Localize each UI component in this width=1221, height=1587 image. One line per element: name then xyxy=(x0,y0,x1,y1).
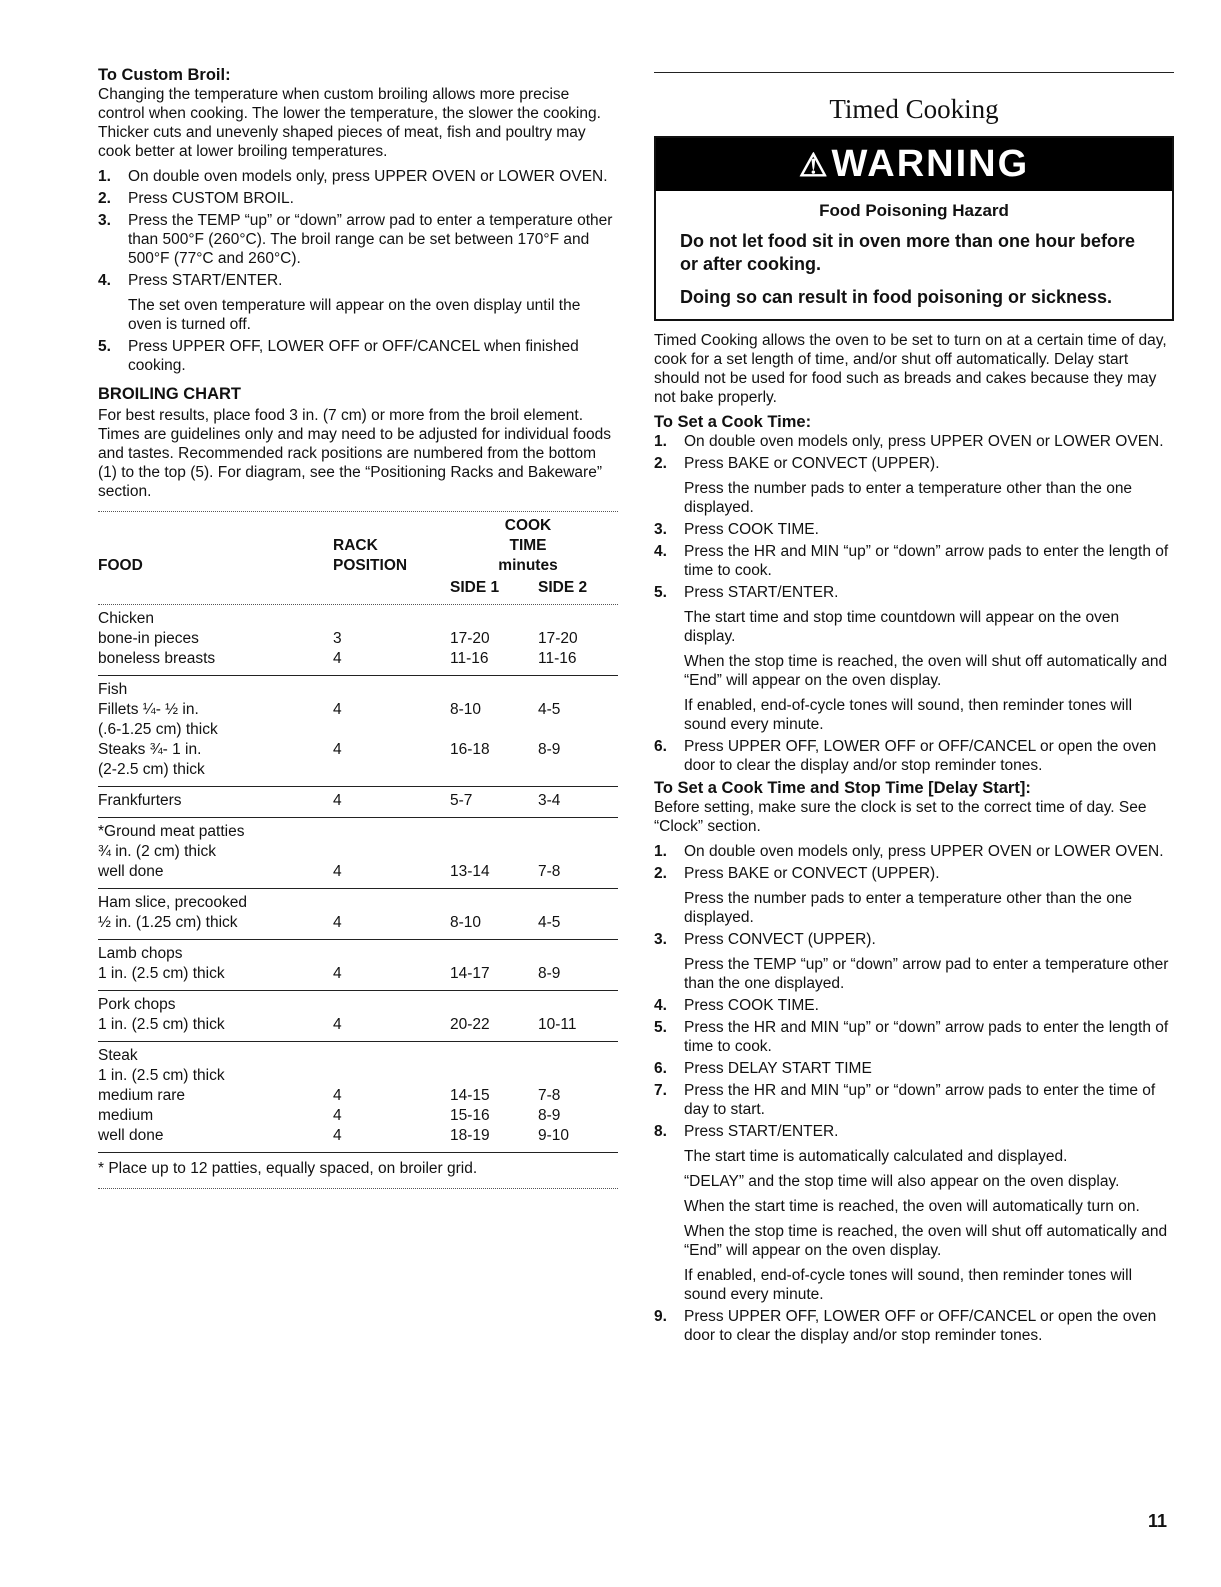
warning-paragraph: Do not let food sit in oven more than one hour before or after cooking. xyxy=(680,231,1136,274)
rack-cell: 4 xyxy=(333,1016,342,1033)
food-cell: well done xyxy=(98,863,164,880)
food-cell: Pork chops xyxy=(98,996,176,1013)
food-cell: *Ground meat patties xyxy=(98,823,245,840)
step-number: 8. xyxy=(654,1123,667,1140)
step-number: 4. xyxy=(654,543,667,560)
list-item xyxy=(654,1122,1174,1304)
step-number: 3. xyxy=(654,521,667,538)
chart-footnote: * Place up to 12 patties, equally spaced, on broiler grid. xyxy=(98,1160,478,1177)
food-cell: Fish xyxy=(98,681,128,698)
warning-subtitle: Food Poisoning Hazard xyxy=(819,201,1009,220)
list-item xyxy=(654,1018,1174,1056)
side2-cell: 3-4 xyxy=(538,792,561,809)
step-note: When the start time is reached, the oven will automatically turn on. xyxy=(684,1198,1140,1215)
col-cook-header-3: minutes xyxy=(498,557,558,574)
rack-cell: 4 xyxy=(333,741,342,758)
step-text: On double oven models only, press UPPER OVEN or LOWER OVEN. xyxy=(128,168,608,185)
side1-cell: 14-15 xyxy=(450,1087,490,1104)
warning-label: WARNING xyxy=(831,143,1030,185)
side2-cell: 4-5 xyxy=(538,701,561,718)
food-cell: 1 in. (2.5 cm) thick xyxy=(98,965,225,982)
table-row xyxy=(98,787,618,818)
step-text: Press START/ENTER. xyxy=(684,1123,839,1140)
table-line xyxy=(98,862,618,882)
step-note: The set oven temperature will appear on the oven display until the oven is turned off. xyxy=(128,297,581,333)
food-cell: boneless breasts xyxy=(98,650,216,667)
side2-cell: 9-10 xyxy=(538,1127,570,1144)
side1-cell: 13-14 xyxy=(450,863,490,880)
side2-cell: 4-5 xyxy=(538,914,561,931)
table-row xyxy=(98,940,618,991)
cook-time-steps xyxy=(654,432,1174,775)
list-item xyxy=(98,211,618,268)
list-item xyxy=(98,337,618,375)
step-text: On double oven models only, press UPPER OVEN or LOWER OVEN. xyxy=(684,843,1164,860)
table-row xyxy=(98,818,618,889)
table-line xyxy=(98,1046,618,1066)
side2-cell: 10-11 xyxy=(538,1016,577,1033)
side2-cell: 17-20 xyxy=(538,630,578,647)
step-text: Press BAKE or CONVECT (UPPER). xyxy=(684,455,940,472)
rack-cell: 4 xyxy=(333,701,342,718)
col-cook-header-1: COOK xyxy=(504,517,552,534)
warning-paragraph: Doing so can result in food poisoning or sickness. xyxy=(680,287,1113,307)
table-row xyxy=(98,889,618,940)
divider xyxy=(98,1188,618,1189)
side2-cell: 8-9 xyxy=(538,965,561,982)
warning-box xyxy=(654,136,1174,321)
step-text: On double oven models only, press UPPER OVEN or LOWER OVEN. xyxy=(684,433,1164,450)
step-note: If enabled, end-of-cycle tones will sound, then reminder tones will sound every minute. xyxy=(684,1267,1133,1303)
food-cell: Lamb chops xyxy=(98,945,183,962)
delay-start-intro: Before setting, make sure the clock is set to the correct time of day. See “Clock” section. xyxy=(654,799,1147,835)
food-cell: medium xyxy=(98,1107,154,1124)
list-item xyxy=(654,930,1174,993)
table-line xyxy=(98,964,618,984)
delay-start-heading: To Set a Cook Time and Stop Time [Delay Start]: xyxy=(654,779,1031,797)
broiling-chart-heading: BROILING CHART xyxy=(98,385,241,403)
step-text: Press the HR and MIN “up” or “down” arrow pads to enter the time of day to start. xyxy=(684,1082,1156,1118)
custom-broil-heading: To Custom Broil: xyxy=(98,66,231,84)
food-cell: (.6-1.25 cm) thick xyxy=(98,721,218,738)
side1-cell: 20-22 xyxy=(450,1016,490,1033)
step-note: The start time is automatically calculated and displayed. xyxy=(684,1148,1068,1165)
table-row xyxy=(98,605,618,676)
step-number: 5. xyxy=(654,584,667,601)
list-item xyxy=(654,520,1174,539)
step-number: 6. xyxy=(654,738,667,755)
table-line xyxy=(98,842,618,862)
food-cell: well done xyxy=(98,1127,164,1144)
timed-cooking-title: Timed Cooking xyxy=(829,94,999,124)
side2-cell: 7-8 xyxy=(538,863,561,880)
step-note: The start time and stop time countdown will appear on the oven display. xyxy=(684,609,1120,645)
list-item xyxy=(654,864,1174,927)
step-note: Press the number pads to enter a temperature other than the one displayed. xyxy=(684,480,1133,516)
side2-cell: 11-16 xyxy=(538,650,577,667)
step-text: Press CUSTOM BROIL. xyxy=(128,190,294,207)
step-number: 6. xyxy=(654,1060,667,1077)
side1-cell: 8-10 xyxy=(450,914,482,931)
step-note: Press the number pads to enter a temperature other than the one displayed. xyxy=(684,890,1133,926)
step-text: Press the HR and MIN “up” or “down” arrow pads to enter the length of time to cook. xyxy=(684,543,1169,579)
broiling-chart xyxy=(98,511,618,1189)
list-item xyxy=(98,167,618,186)
step-text: Press the HR and MIN “up” or “down” arrow pads to enter the length of time to cook. xyxy=(684,1019,1169,1055)
table-line xyxy=(98,944,618,964)
step-text: Press CONVECT (UPPER). xyxy=(684,931,876,948)
side2-cell: 8-9 xyxy=(538,1107,561,1124)
step-number: 9. xyxy=(654,1308,667,1325)
col-side2-header: SIDE 2 xyxy=(538,579,588,596)
food-cell: ½ in. (1.25 cm) thick xyxy=(98,914,238,931)
step-text: Press COOK TIME. xyxy=(684,997,819,1014)
table-line xyxy=(98,720,618,740)
warning-banner xyxy=(656,138,1172,191)
step-note: “DELAY” and the stop time will also appear on the oven display. xyxy=(684,1173,1120,1190)
step-number: 7. xyxy=(654,1082,667,1099)
step-number: 1. xyxy=(654,433,667,450)
list-item xyxy=(654,1307,1174,1345)
side1-cell: 18-19 xyxy=(450,1127,490,1144)
step-text: Press the TEMP “up” or “down” arrow pad to enter a temperature other than 500°F (260°C). The broil range can be set between 170°F and 500°F (77°C and 260°C). xyxy=(128,212,613,267)
rack-cell: 4 xyxy=(333,914,342,931)
rack-cell: 4 xyxy=(333,792,342,809)
col-rack-header-2: POSITION xyxy=(333,557,408,574)
table-line xyxy=(98,1086,618,1106)
step-note: When the stop time is reached, the oven will shut off automatically and “End” will appear on the oven display. xyxy=(684,1223,1168,1259)
list-item xyxy=(98,189,618,208)
page-number: 11 xyxy=(1147,1511,1167,1531)
col-rack-header-1: RACK xyxy=(333,537,378,554)
step-text: Press BAKE or CONVECT (UPPER). xyxy=(684,865,940,882)
food-cell: bone-in pieces xyxy=(98,630,199,647)
table-line xyxy=(98,629,618,649)
list-item xyxy=(654,454,1174,517)
step-note: If enabled, end-of-cycle tones will sound, then reminder tones will sound every minute. xyxy=(684,697,1133,733)
list-item xyxy=(654,1081,1174,1119)
table-line xyxy=(98,791,618,811)
table-line xyxy=(98,1106,618,1126)
table-row xyxy=(98,991,618,1042)
chart-body xyxy=(98,605,618,1153)
list-item xyxy=(654,542,1174,580)
food-cell: Ham slice, precooked xyxy=(98,894,248,911)
table-line xyxy=(98,913,618,933)
table-row xyxy=(98,676,618,787)
table-line xyxy=(98,1066,618,1086)
table-line xyxy=(98,700,618,720)
col-food-header: FOOD xyxy=(98,557,143,574)
rack-cell: 3 xyxy=(333,630,342,647)
table-row xyxy=(98,1042,618,1153)
table-line xyxy=(98,1015,618,1035)
step-number: 3. xyxy=(654,931,667,948)
step-number: 3. xyxy=(98,212,111,229)
right-column xyxy=(654,72,1174,1348)
side1-cell: 11-16 xyxy=(450,650,489,667)
timed-cooking-intro: Timed Cooking allows the oven to be set to turn on at a certain time of day, cook for a set length of time, and/or shut off automatically. Delay start should not be used for food such as breads and cakes because they may not bake properly. xyxy=(654,332,1167,406)
step-number: 5. xyxy=(654,1019,667,1036)
food-cell: 1 in. (2.5 cm) thick xyxy=(98,1067,225,1084)
step-number: 1. xyxy=(98,168,111,185)
custom-broil-steps xyxy=(98,167,618,375)
step-note: Press the TEMP “up” or “down” arrow pad to enter a temperature other than the one displayed. xyxy=(684,956,1169,992)
delay-start-steps xyxy=(654,842,1174,1345)
table-line xyxy=(98,760,618,780)
food-cell: Steaks ¾- 1 in. xyxy=(98,741,202,758)
step-number: 5. xyxy=(98,338,111,355)
side2-cell: 8-9 xyxy=(538,741,561,758)
col-cook-header-2: TIME xyxy=(509,537,547,554)
rack-cell: 4 xyxy=(333,863,342,880)
step-text: Press UPPER OFF, LOWER OFF or OFF/CANCEL or open the oven door to clear the display and/or stop reminder tones. xyxy=(684,738,1157,774)
list-item xyxy=(654,1059,1174,1078)
table-line xyxy=(98,740,618,760)
list-item xyxy=(654,432,1174,451)
warning-text xyxy=(656,230,1172,319)
left-column xyxy=(98,66,618,1189)
side1-cell: 8-10 xyxy=(450,701,482,718)
step-number: 2. xyxy=(654,865,667,882)
custom-broil-intro: Changing the temperature when custom broiling allows more precise control when cooking. The lower the temperature, the slower the cooking. Thicker cuts and unevenly shaped pieces of meat, fish and poultry may cook better at lower broiling temperatures. xyxy=(98,86,601,160)
table-line xyxy=(98,893,618,913)
warning-triangle-icon: ⚠ xyxy=(798,147,830,183)
step-text: Press START/ENTER. xyxy=(684,584,839,601)
food-cell: 1 in. (2.5 cm) thick xyxy=(98,1016,225,1033)
step-text: Press UPPER OFF, LOWER OFF or OFF/CANCEL when finished cooking. xyxy=(128,338,579,374)
cook-time-heading: To Set a Cook Time: xyxy=(654,413,812,431)
table-line xyxy=(98,822,618,842)
side1-cell: 17-20 xyxy=(450,630,490,647)
side2-cell: 7-8 xyxy=(538,1087,561,1104)
step-number: 2. xyxy=(98,190,111,207)
food-cell: ¾ in. (2 cm) thick xyxy=(98,843,216,860)
step-number: 2. xyxy=(654,455,667,472)
step-text: Press START/ENTER. xyxy=(128,272,283,289)
rack-cell: 4 xyxy=(333,650,342,667)
col-side1-header: SIDE 1 xyxy=(450,579,500,596)
list-item xyxy=(654,842,1174,861)
list-item xyxy=(98,271,618,334)
rack-cell: 4 xyxy=(333,1087,342,1104)
rack-cell: 4 xyxy=(333,965,342,982)
broiling-chart-intro: For best results, place food 3 in. (7 cm) or more from the broil element. Times are guidelines only and may need to be adjusted for individual foods and tastes. Recommended rack positions are numbered from the bottom (1) to the top (5). For diagram, see the “Positioning Racks and Bakeware” section. xyxy=(98,407,611,500)
table-line xyxy=(98,649,618,669)
step-text: Press COOK TIME. xyxy=(684,521,819,538)
food-cell: Steak xyxy=(98,1047,138,1064)
side1-cell: 16-18 xyxy=(450,741,490,758)
chart-header xyxy=(98,512,618,596)
step-note: When the stop time is reached, the oven will shut off automatically and “End” will appear on the oven display. xyxy=(684,653,1168,689)
food-cell: Chicken xyxy=(98,610,154,627)
food-cell: (2-2.5 cm) thick xyxy=(98,761,205,778)
side1-cell: 14-17 xyxy=(450,965,490,982)
step-number: 4. xyxy=(98,272,111,289)
food-cell: Frankfurters xyxy=(98,792,182,809)
side1-cell: 5-7 xyxy=(450,792,473,809)
step-number: 4. xyxy=(654,997,667,1014)
step-number: 1. xyxy=(654,843,667,860)
table-line xyxy=(98,680,618,700)
table-line xyxy=(98,1126,618,1146)
rack-cell: 4 xyxy=(333,1107,342,1124)
list-item xyxy=(654,996,1174,1015)
step-text: Press DELAY START TIME xyxy=(684,1060,872,1077)
food-cell: Fillets ¼- ½ in. xyxy=(98,701,199,718)
table-line xyxy=(98,995,618,1015)
table-line xyxy=(98,609,618,629)
food-cell: medium rare xyxy=(98,1087,185,1104)
step-text: Press UPPER OFF, LOWER OFF or OFF/CANCEL or open the oven door to clear the display and/or stop reminder tones. xyxy=(684,1308,1157,1344)
list-item xyxy=(654,737,1174,775)
side1-cell: 15-16 xyxy=(450,1107,490,1124)
list-item xyxy=(654,583,1174,734)
rack-cell: 4 xyxy=(333,1127,342,1144)
